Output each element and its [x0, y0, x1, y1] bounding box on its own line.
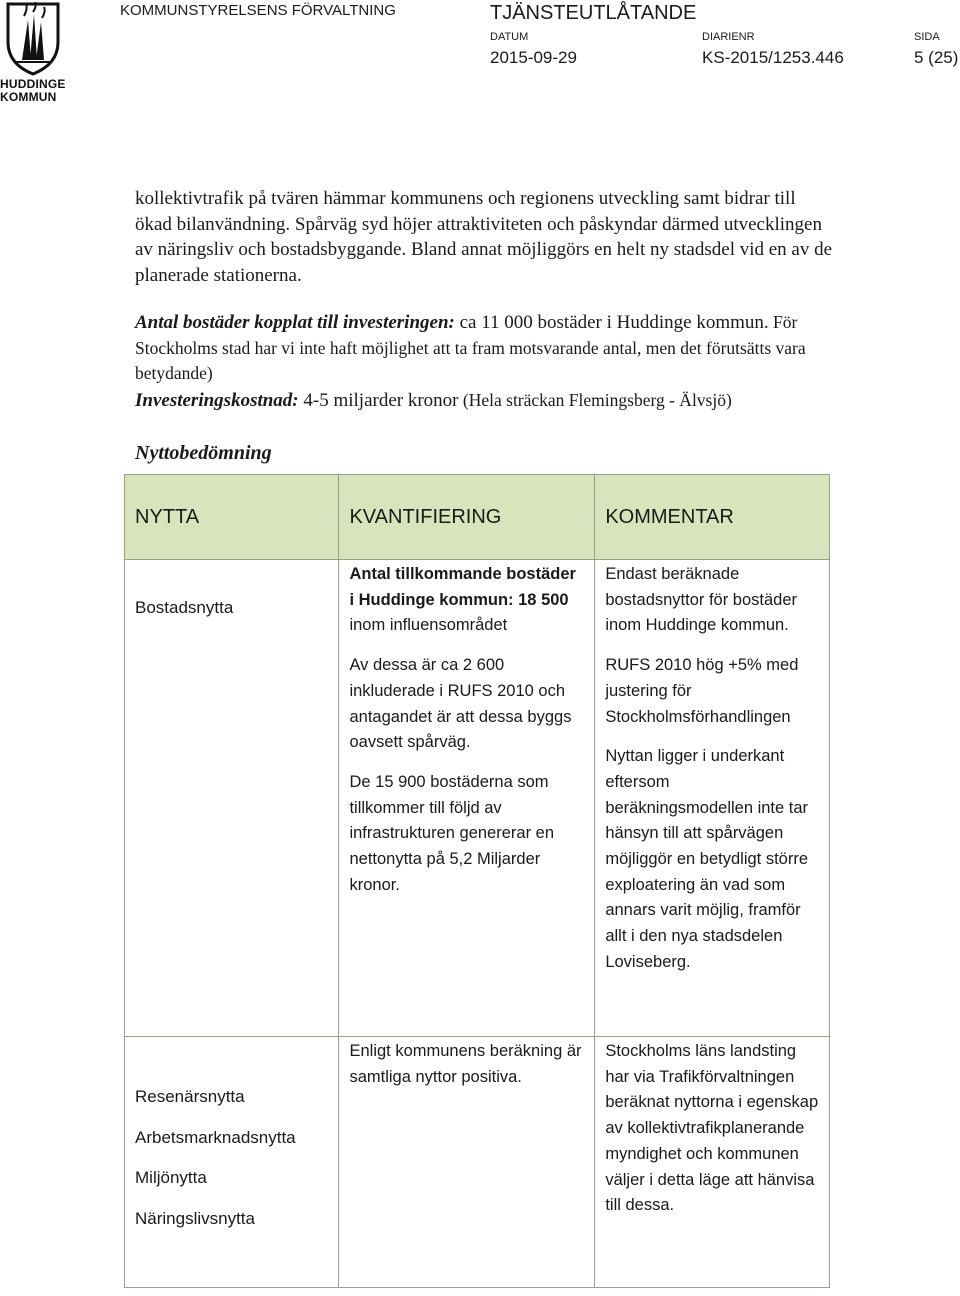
- logo-text-line-2: KOMMUN: [0, 90, 57, 104]
- kvantifiering-text: Av dessa är ca 2 600 inkluderade i RUFS 2010 och antagandet är att dessa byggs oavsett spårväg.: [349, 656, 572, 752]
- nytta-label: Resenärsnytta: [135, 1087, 245, 1106]
- header-kvantifiering: [339, 475, 595, 560]
- section-title: Nyttobedömning: [135, 442, 272, 464]
- diarienr-label: DIARIENR: [702, 31, 755, 43]
- intro-paragraph: [135, 186, 835, 288]
- logo-text-line-1: HUDDINGE: [0, 77, 66, 91]
- huddinge-logo: [0, 0, 66, 106]
- intro-text: kollektivtrafik på tvären hämmar kommunens och regionens utveckling samt bidrar till ökad bilanvändning. Spårväg syd höjer attraktiviteten och påskyndar därmed utvecklingen av näringsliv och bostadsbyggande. Bland annat möjliggörs en helt ny stadsdel vid en av de planerade stationerna.: [135, 188, 833, 286]
- kommentar-text: Stockholms läns landsting har via Trafikförvaltningen beräknat nyttorna i egenskap av kollektivtrafikplanerande myndighet och kommunen väljer i detta läge att hänvisa till dessa.: [605, 1042, 819, 1215]
- kommentar-cell: [595, 1037, 830, 1288]
- coat-of-arms-icon: [4, 2, 62, 76]
- investment-note: (Hela sträckan Flemingsberg - Älvsjö): [458, 390, 732, 410]
- investment-paragraph: [135, 388, 835, 414]
- document-type: TJÄNSTEUTLÅTANDE: [490, 2, 697, 24]
- page-label: SIDA: [914, 31, 940, 43]
- organization-name: KOMMUNSTYRELSENS FÖRVALTNING: [120, 2, 396, 19]
- nytta-label: Miljönytta: [135, 1168, 207, 1187]
- nytta-label: Näringslivsnytta: [135, 1208, 255, 1228]
- kvantifiering-cell: [339, 560, 595, 1037]
- page-number: 5 (25): [914, 48, 959, 67]
- nytta-cell: [125, 560, 339, 1037]
- kommentar-text: RUFS 2010 hög +5% med justering för Stockholmsförhandlingen: [605, 656, 799, 726]
- kvantifiering-text: De 15 900 bostäderna som tillkommer till följd av infrastrukturen genererar en nettonytta på 5,2 Miljarder kronor.: [349, 772, 554, 894]
- date-label: DATUM: [490, 31, 529, 43]
- table-header-row: [125, 475, 830, 560]
- kommentar-cell: [595, 560, 830, 1037]
- antal-paragraph: [135, 310, 835, 387]
- nytta-cell: [125, 1037, 339, 1288]
- header-nytta-label: NYTTA: [135, 505, 200, 528]
- header-kvantifiering-label: KVANTIFIERING: [349, 505, 502, 528]
- nytta-label: Arbetsmarknadsnytta: [135, 1127, 296, 1147]
- kvantifiering-rest: inom influensområdet: [349, 616, 508, 635]
- nytta-label: Bostadsnytta: [135, 598, 234, 617]
- kommentar-text: Endast beräknade bostadsnyttor för bostäder inom Huddinge kommun.: [605, 565, 798, 635]
- header-nytta: [125, 475, 339, 560]
- diarienr-value: KS-2015/1253.446: [702, 48, 844, 67]
- header-kommentar: [595, 475, 830, 560]
- date-value: 2015-09-29: [490, 48, 577, 67]
- antal-text: ca 11 000 bostäder i Huddinge kommun.: [454, 312, 769, 333]
- benefit-table: [124, 474, 830, 1288]
- antal-note: För Stockholms stad har vi inte haft möjlighet att ta fram motsvarande antal, men det förutsätts vara betydande): [135, 312, 806, 383]
- table-row: [125, 560, 830, 1037]
- investment-label: Investeringskostnad:: [135, 390, 299, 411]
- investment-text: 4-5 miljarder kronor: [298, 390, 459, 411]
- kvantifiering-text: Enligt kommunens beräkning är samtliga nyttor positiva.: [349, 1042, 582, 1086]
- kvantifiering-cell: [339, 1037, 595, 1288]
- kvantifiering-bold: Antal tillkommande bostäder i Huddinge kommun: 18 500: [349, 565, 576, 609]
- table-row: [125, 1037, 830, 1288]
- antal-label: Antal bostäder kopplat till investeringen:: [135, 312, 455, 333]
- header-kommentar-label: KOMMENTAR: [605, 505, 734, 528]
- kommentar-text: Nyttan ligger i underkant eftersom beräkningsmodellen inte tar hänsyn till att spårvägen möjliggör en betydligt större exploatering än vad som annars varit möjlig, framför allt i den nya stadsdelen Loviseberg.: [605, 747, 809, 971]
